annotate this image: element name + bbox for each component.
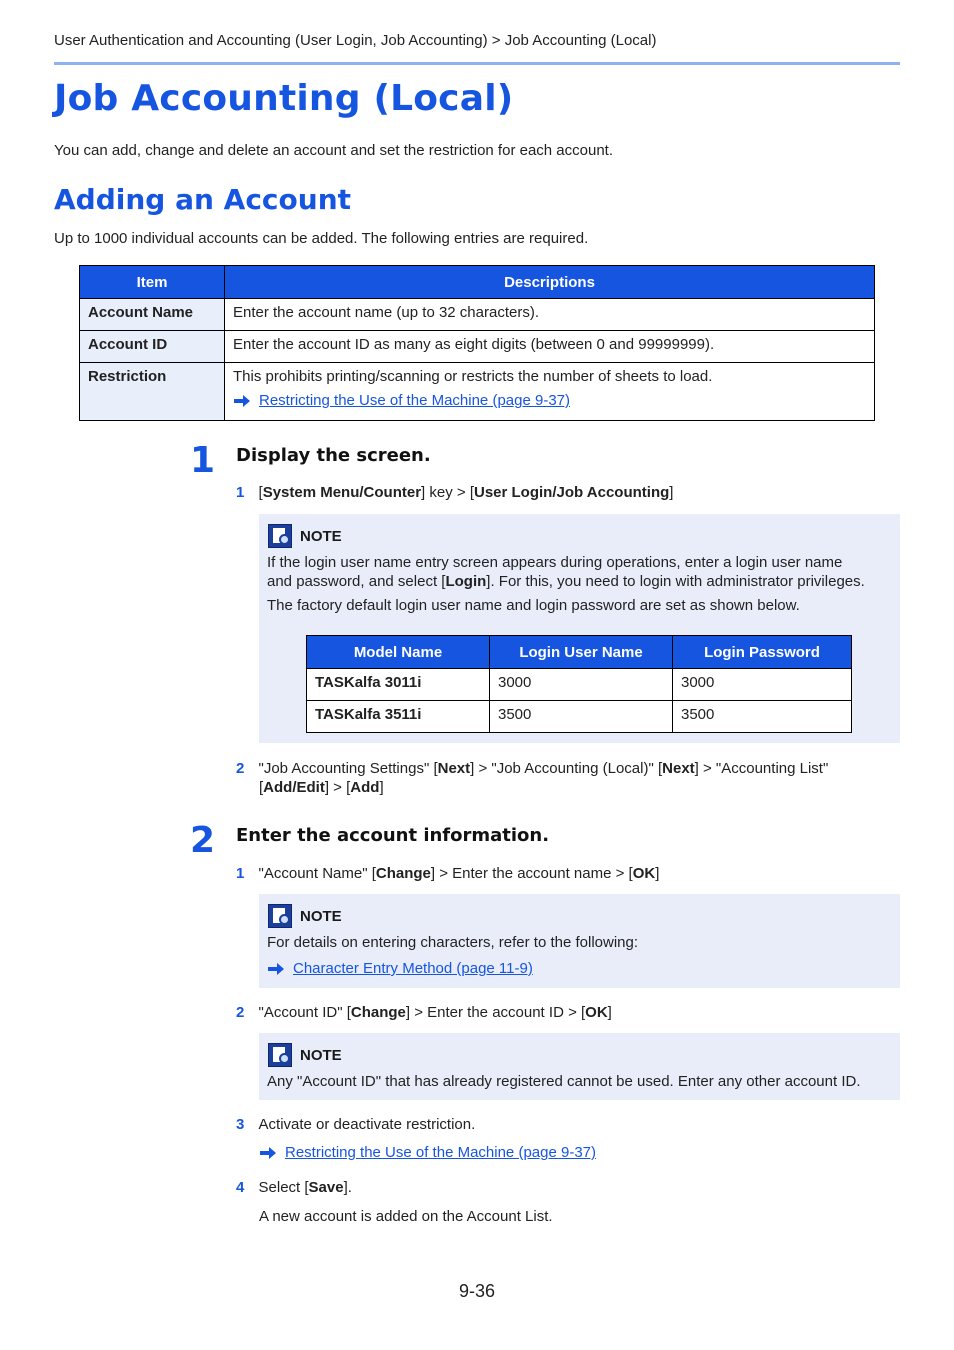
row-desc-cell	[225, 363, 875, 421]
substep-number: 3	[236, 1116, 245, 1133]
text: [	[258, 484, 263, 501]
table-row	[80, 331, 875, 363]
row-desc: This prohibits printing/scanning or restricts the number of sheets to load.	[233, 368, 713, 385]
note-label: NOTE	[300, 907, 342, 925]
header-rule	[54, 62, 900, 65]
substep-2-4: 4 Select [Save].	[236, 1179, 352, 1196]
note-text: For details on entering characters, refer to the following:	[267, 934, 639, 951]
restriction-link-row[interactable]	[233, 392, 866, 409]
login-user: 3000	[490, 669, 673, 701]
step-heading-2: Enter the account information.	[236, 825, 550, 846]
restriction-link[interactable]: Restricting the Use of the Machine (page 9-37)	[259, 392, 570, 409]
substep-number: 2	[236, 1004, 245, 1021]
login-table	[306, 635, 852, 733]
substep-text: Activate or deactivate restriction.	[258, 1116, 476, 1133]
row-desc: Enter the account name (up to 32 characters).	[225, 299, 875, 331]
intro-text: You can add, change and delete an account and set the restriction for each account.	[54, 142, 614, 159]
key-label: System Menu/Counter	[262, 484, 422, 501]
substep-number: 2	[236, 760, 245, 777]
row-item: Account ID	[80, 331, 225, 363]
note-line: and password, and select [Login]. For this, you need to login with administrator privileges.	[267, 573, 865, 590]
substep-number: 4	[236, 1179, 245, 1196]
substep-2-1: 1 "Account Name" [Change] > Enter the account name > [OK]	[236, 865, 660, 882]
table-row	[307, 701, 852, 733]
char-entry-link[interactable]: Character Entry Method (page 11-9)	[293, 960, 533, 977]
substep-2-3	[236, 1116, 475, 1133]
model-name: TASKalfa 3011i	[307, 669, 490, 701]
substep-number: 1	[236, 865, 245, 882]
table-row	[80, 363, 875, 421]
substep-1-1	[236, 484, 673, 501]
step-number-1: 1	[190, 440, 216, 481]
note-box-2	[259, 894, 900, 988]
note-line: If the login user name entry screen appears during operations, enter a login user name	[267, 554, 843, 571]
note-icon	[268, 904, 292, 928]
note-icon	[268, 524, 292, 548]
row-item: Account Name	[80, 299, 225, 331]
text: ]	[669, 484, 674, 501]
model-name: TASKalfa 3511i	[307, 701, 490, 733]
substep-number: 1	[236, 484, 245, 501]
step-number-2: 2	[190, 820, 216, 861]
substep-1-2: 2 "Job Accounting Settings" [Next] > "Job Accounting (Local)" [Next] > "Accounting List" [Add/Edit] > [Add]	[236, 760, 829, 796]
step-heading-1: Display the screen.	[236, 445, 431, 466]
result-text: A new account is added on the Account List.	[259, 1208, 553, 1225]
table-header-descriptions: Descriptions	[225, 266, 875, 299]
row-desc: Enter the account ID as many as eight digits (between 0 and 99999999).	[225, 331, 875, 363]
note-icon	[268, 1043, 292, 1067]
row-item: Restriction	[80, 363, 225, 421]
login-user: 3500	[490, 701, 673, 733]
note-label: NOTE	[300, 527, 342, 545]
table-header: Model Name	[307, 636, 490, 669]
arrow-right-icon	[267, 963, 285, 975]
table-header: Login Password	[673, 636, 852, 669]
text: ] key > [	[421, 484, 474, 501]
page-number: 9-36	[458, 1281, 496, 1301]
note-header	[268, 524, 342, 548]
entries-table	[79, 265, 875, 421]
table-header: Login User Name	[490, 636, 673, 669]
arrow-right-icon	[259, 1147, 277, 1159]
note-label: NOTE	[300, 1046, 342, 1064]
note-line: The factory default login user name and login password are set as shown below.	[267, 597, 800, 614]
table-row	[80, 299, 875, 331]
table-row	[307, 669, 852, 701]
note-header	[268, 904, 342, 928]
section-intro: Up to 1000 individual accounts can be added. The following entries are required.	[54, 230, 589, 247]
note-text	[267, 553, 865, 615]
login-password: 3500	[673, 701, 852, 733]
note-box-3	[259, 1033, 900, 1100]
char-entry-link-row[interactable]	[267, 960, 533, 977]
menu-label: User Login/Job Accounting	[474, 484, 670, 501]
substep-2-2: 2 "Account ID" [Change] > Enter the account ID > [OK]	[236, 1004, 612, 1021]
note-text: Any "Account ID" that has already registered cannot be used. Enter any other account ID.	[267, 1073, 861, 1090]
restriction-link[interactable]: Restricting the Use of the Machine (page 9-37)	[285, 1144, 596, 1161]
table-header-item: Item	[80, 266, 225, 299]
note-header	[268, 1043, 342, 1067]
page-title: Job Accounting (Local)	[54, 78, 514, 119]
login-password: 3000	[673, 669, 852, 701]
breadcrumb: User Authentication and Accounting (User Login, Job Accounting) > Job Accounting (Local)	[54, 32, 657, 49]
arrow-right-icon	[233, 395, 251, 407]
note-box-1	[259, 514, 900, 743]
restriction-link-row-2[interactable]	[259, 1144, 596, 1161]
section-title: Adding an Account	[54, 183, 352, 216]
